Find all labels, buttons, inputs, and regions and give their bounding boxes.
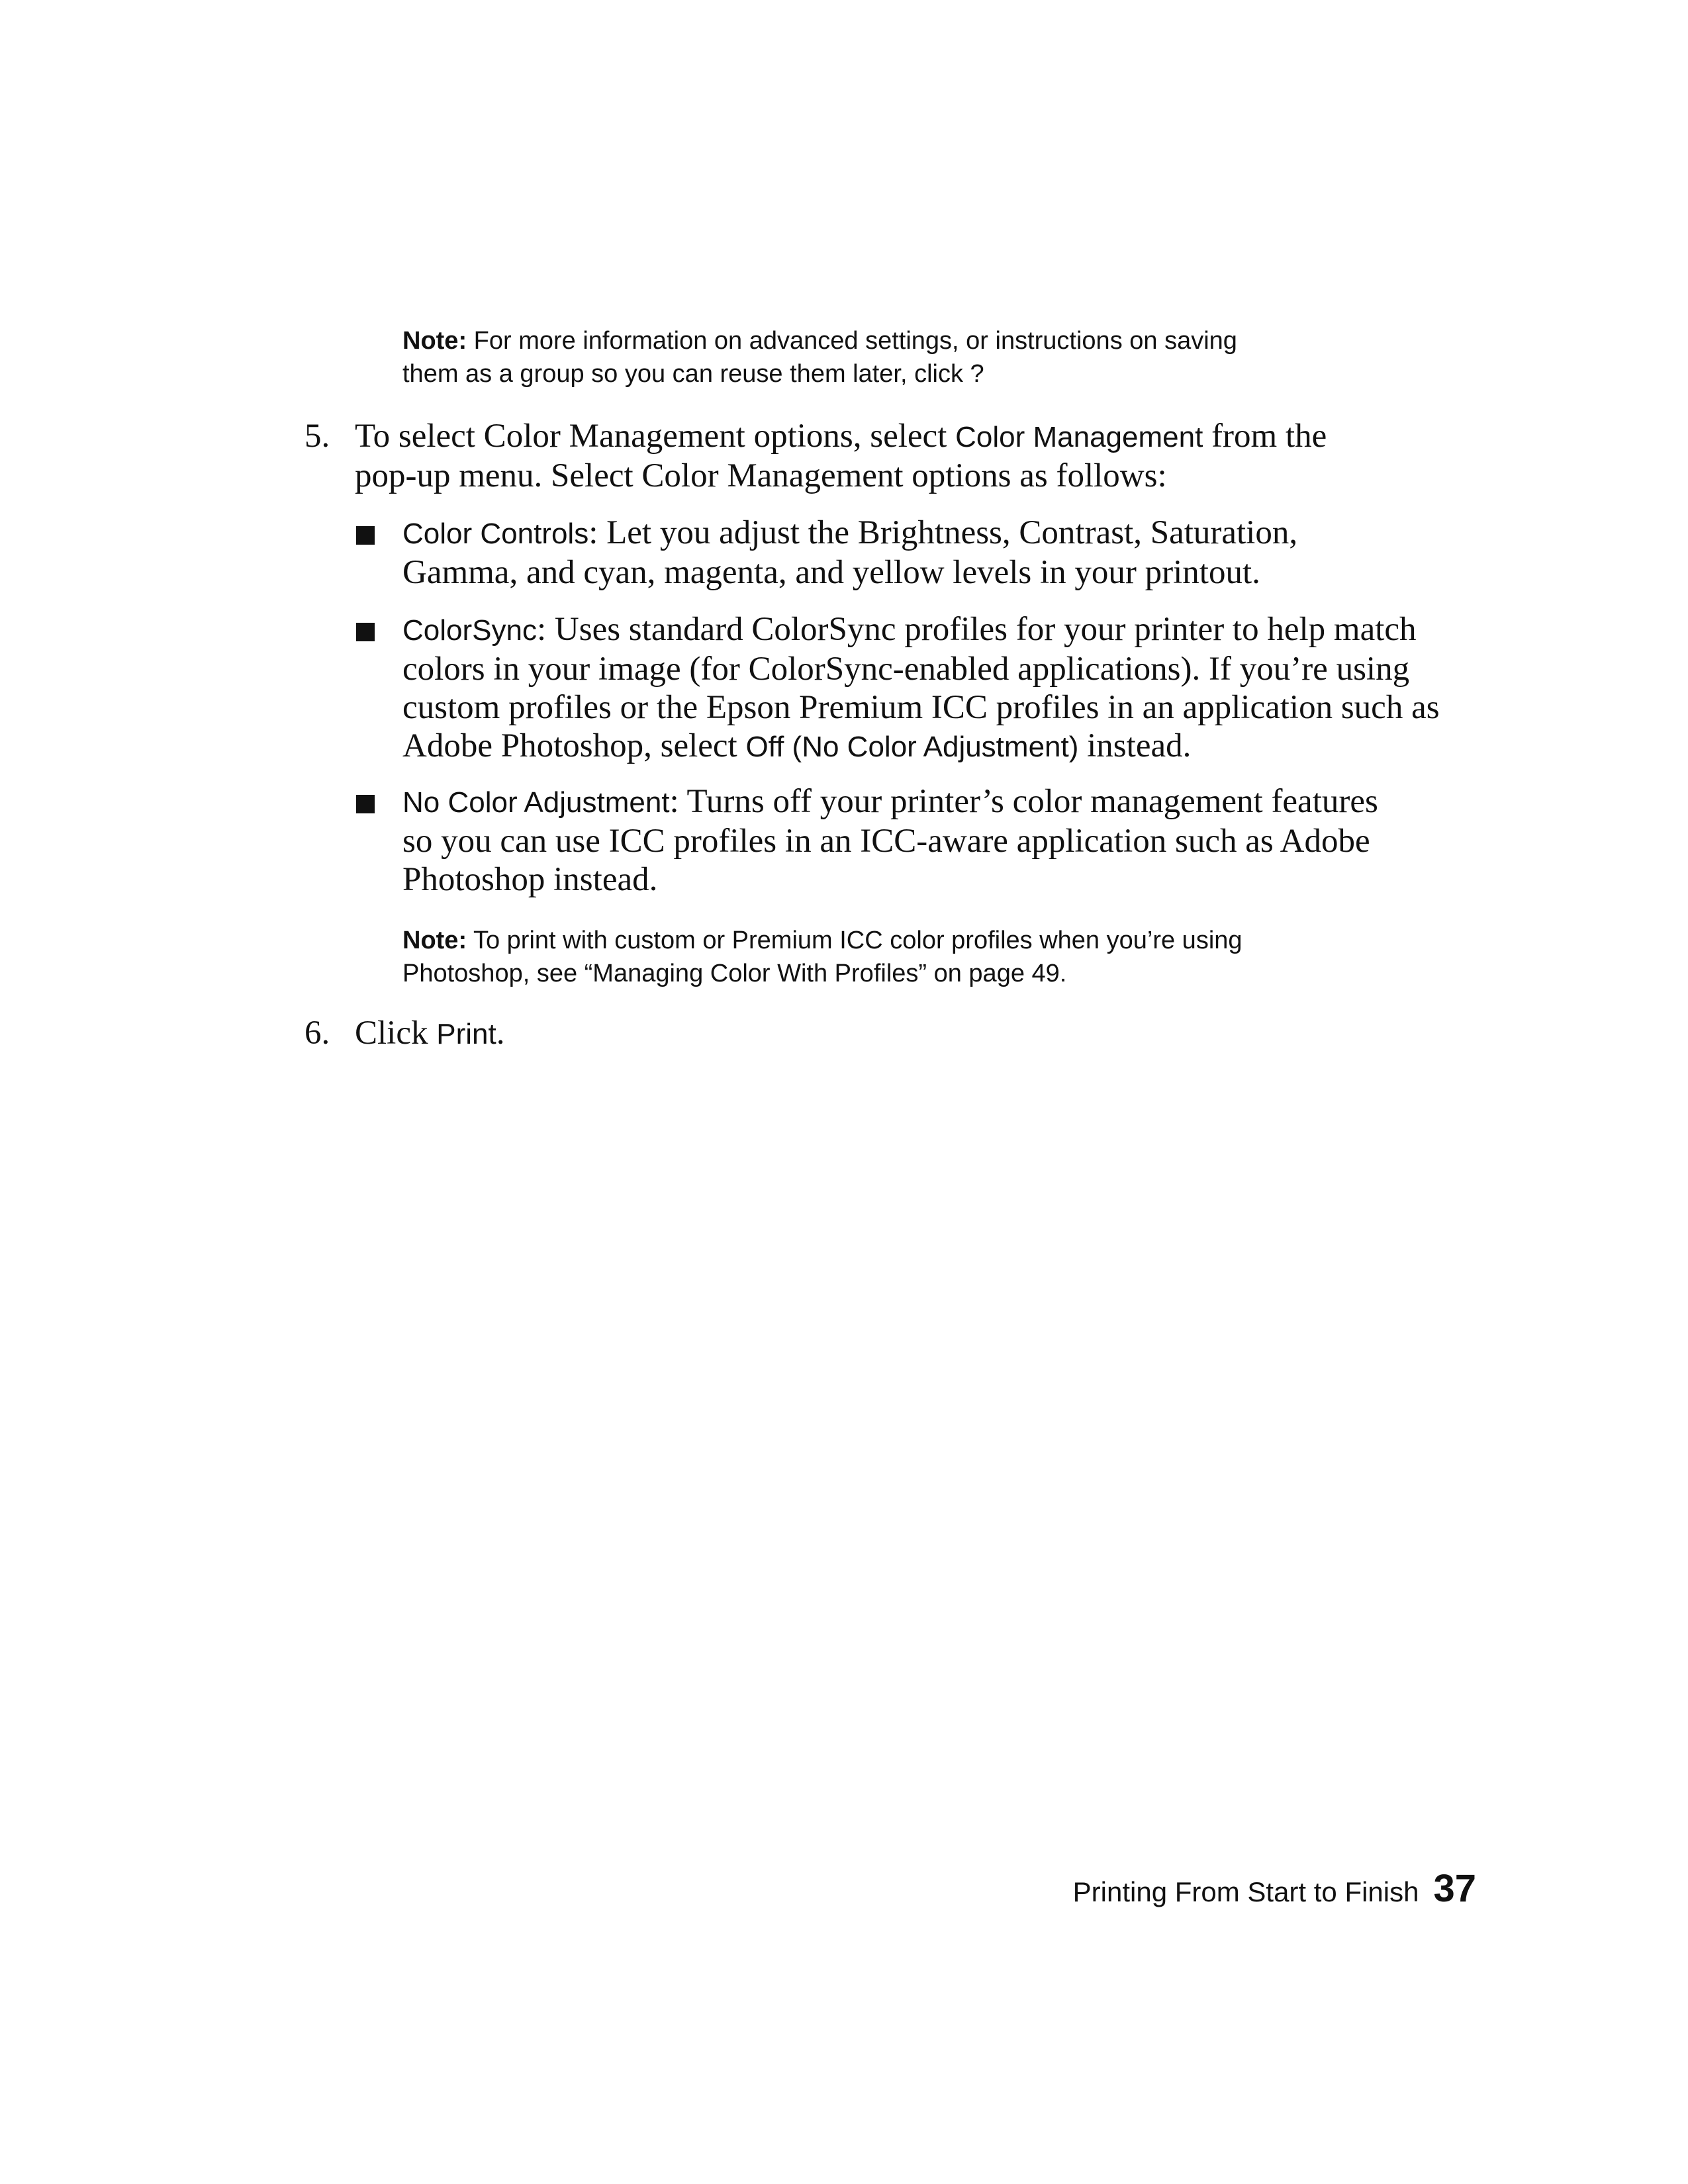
note-text: To print with custom or Premium ICC color profiles when you’re using	[467, 927, 1243, 954]
note-line-2: them as a group so you can reuse them later, click ?	[402, 360, 984, 388]
note-line-2: Photoshop, see “Managing Color With Profiles” on page 49.	[402, 960, 1067, 987]
bullet-line-2: colors in your image (for ColorSync-enabled applications). If you’re using	[402, 651, 1410, 688]
note-text: For more information on advanced settings, or instructions on saving	[467, 327, 1237, 355]
bullet-line-3: Photoshop instead.	[402, 861, 658, 898]
bullet-line-2: Gamma, and cyan, magenta, and yellow levels in your printout.	[402, 554, 1260, 591]
bullet-no-color-adjustment	[402, 782, 1378, 899]
bullet-text: instead.	[1078, 727, 1192, 764]
bullet-line-2: so you can use ICC profiles in an ICC-aware application such as Adobe	[402, 823, 1370, 860]
footer-section-title: Printing From Start to Finish	[1072, 1876, 1419, 1907]
step-text: Click	[355, 1015, 437, 1052]
bullet-line-4	[402, 727, 1440, 766]
step-text: To select Color Management options, select	[355, 418, 956, 455]
bullet-line-1	[402, 610, 1440, 650]
bullet-square-icon	[356, 526, 375, 545]
step-number: 5.	[305, 418, 330, 455]
step-number: 6.	[305, 1015, 330, 1052]
ui-term: ColorSync	[402, 614, 537, 647]
page-number: 37	[1433, 1867, 1476, 1910]
ui-term-color-management: Color Management	[955, 421, 1203, 453]
bullet-text: : Let you adjust the Brightness, Contrast, Saturation,	[588, 514, 1298, 551]
step-5	[305, 417, 1430, 496]
note-advanced-settings	[402, 324, 1237, 390]
bullet-line-1	[402, 782, 1378, 822]
step-line-1	[355, 417, 1327, 457]
step-line-2: pop-up menu. Select Color Management options as follows:	[355, 457, 1167, 494]
bullet-line-1	[402, 514, 1297, 553]
ui-term-off-no-color-adjustment: Off (No Color Adjustment)	[745, 731, 1079, 763]
bullet-square-icon	[356, 623, 375, 641]
step-body	[355, 417, 1327, 495]
ui-term: No Color Adjustment	[402, 786, 670, 819]
page-footer	[1073, 1866, 1476, 1911]
step-6	[305, 1014, 1430, 1054]
bullet-square-icon	[356, 795, 375, 813]
step-text: .	[496, 1015, 505, 1052]
ui-term-print: Print	[436, 1018, 496, 1050]
note-label: Note:	[402, 927, 467, 954]
note-label: Note:	[402, 327, 467, 355]
bullet-text: : Turns off your printer’s color management features	[669, 783, 1378, 820]
note-line-1	[402, 924, 1243, 957]
note-icc-profiles	[402, 924, 1243, 990]
bullet-line-3: custom profiles or the Epson Premium ICC profiles in an application such as	[402, 689, 1440, 726]
bullet-color-controls	[402, 514, 1297, 592]
ui-term: Color Controls	[402, 518, 589, 550]
note-line-1	[402, 324, 1237, 357]
bullet-colorsync	[402, 610, 1440, 766]
step-text: from the	[1203, 418, 1327, 455]
step-body	[355, 1014, 504, 1054]
bullet-text: : Uses standard ColorSync profiles for your printer to help match	[536, 611, 1417, 648]
bullet-text: Adobe Photoshop, select	[402, 727, 746, 764]
